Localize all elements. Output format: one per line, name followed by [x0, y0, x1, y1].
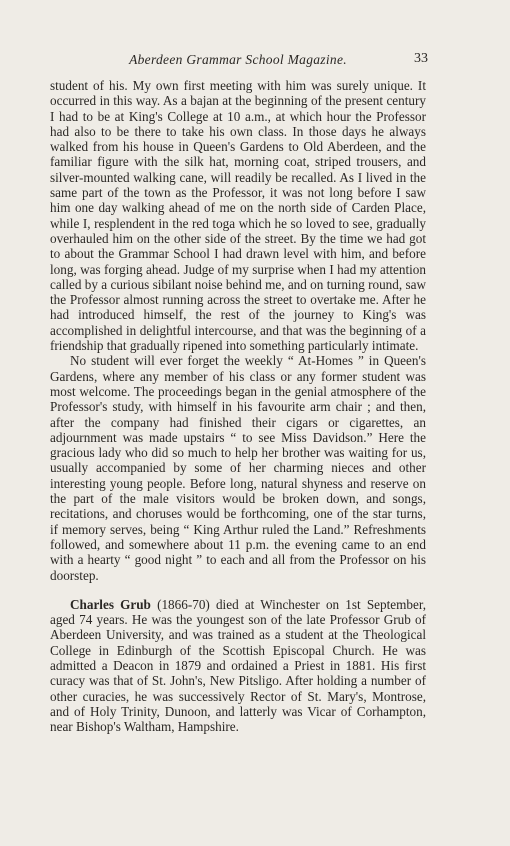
paragraph-obituary [50, 597, 426, 735]
obituary-text: (1866-70) died at Winchester on 1st September, aged 74 years. He was the youngest son of the late Professor Grub of Aberdeen University, and was trained as a student at the Theological College in Edinburgh of the Scottish Episcopal Church. He was admitted a Deacon in 1879 and ordained a Priest in 1881. His first curacy was that of St. John's, New Pitsligo. After holding a number of other curacies, he was successively Rector of St. Mary's, Montrose, and of Holy Trinity, Dunoon, and latterly was Vicar of Corhampton, near Bishop's Waltham, Hampshire. [50, 596, 427, 735]
paragraph-first-meeting: student of his. My own first meeting with him was surely unique. It occurred in this way. As a bajan at the beginning of the present century I had to be at King's College at 10 a.m., at which hour the Professor had also to be there to take his own class. In those days he always walked from his house in Queen's Gardens to Old Aberdeen, and the familiar figure with the silk hat, morning coat, striped trousers, and silver-mounted walking cane, will readily be recalled. As I lived in the same part of the town as the Professor, it was not long before I saw him one day walking ahead of me on the north side of Carden Place, while I, resplendent in the red toga which he so loved to see, gradually overhauled him on the other side of the street. By the time we had got to about the Grammar School I had drawn level with him, and before long, was forging ahead. Judge of my surprise when I had my attention called by a curious sibilant noise behind me, and on turning round, saw the Professor almost running across the street to overtake me. After he had introduced himself, the rest of the journey to King's was accomplished in delightful intercourse, and that was the beginning of a friendship that gradually ripened into something particularly intimate. [50, 78, 426, 354]
paragraph-at-homes: No student will ever forget the weekly “ At-Homes ” in Queen's Gardens, where any member of his class or any former student was most welcome. The proceedings began in the genial atmosphere of the Professor's study, with himself in his favourite arm chair ; and then, after the company had finished their cigars or cigarettes, an adjournment was made upstairs “ to see Miss Davidson.” Here the gracious lady who did so much to help her brother was waiting for us, usually accompanied by some of her charming nieces and other interesting young people. Before long, natural shyness and reserve on the part of the male visitors would be broken down, and songs, recitations, and choruses would be forthcoming, one of the star turns, if memory serves, being “ King Arthur ruled the Land.” Refreshments followed, and somewhere about 11 p.m. the evening came to an end with a hearty “ good night ” to each and all from the Professor on his doorstep. [50, 353, 426, 583]
running-title: Aberdeen Grammar School Magazine. [129, 52, 347, 67]
obituary-name: Charles Grub [70, 596, 151, 612]
body-text [50, 78, 426, 734]
page-number: 33 [414, 51, 428, 66]
